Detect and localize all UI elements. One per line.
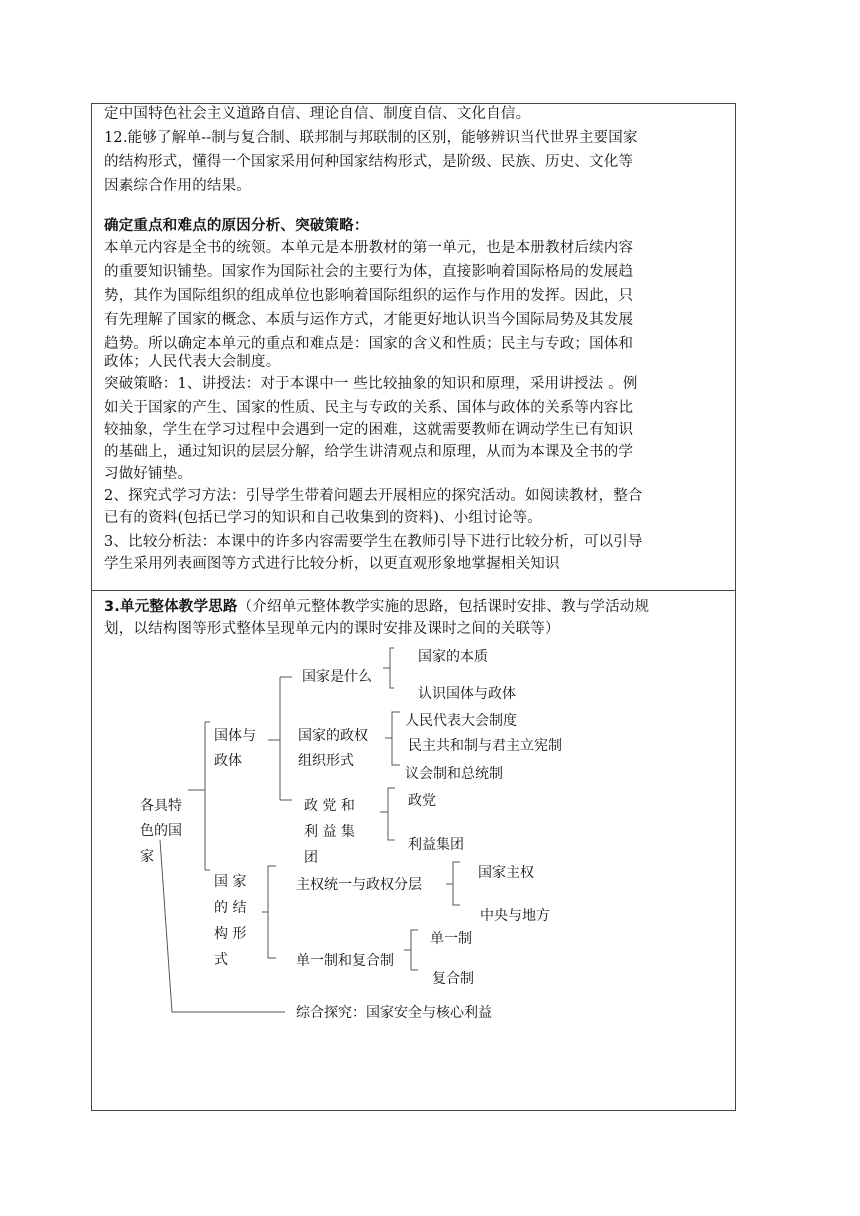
node-b3: 综合探究：国家安全与核心利益 [296, 1005, 492, 1021]
node-b2-line3: 构 形 [214, 926, 247, 942]
node-b2-line4: 式 [214, 952, 228, 968]
node-b2-2: 单一制和复合制 [296, 953, 394, 969]
node-b1-1: 国家是什么 [302, 669, 372, 685]
node-b2-line1: 国 家 [214, 874, 247, 890]
node-root-line3: 家 [140, 849, 154, 865]
section-desc-line: 划，以结构图等形式整体呈现单元内的课时安排及课时之间的关联等） [104, 621, 560, 637]
node-root-line2: 色的国 [140, 823, 182, 839]
analysis-line: 习做好铺垫。 [104, 466, 193, 482]
analysis-line: 3、比较分析法：本课中的许多内容需要学生在教师引导下进行比较分析，可以引导 [104, 534, 643, 550]
node-b1-3-line3: 团 [304, 850, 318, 866]
node-b1-line2: 政体 [214, 753, 242, 769]
node-b1-1-a: 国家的本质 [418, 649, 488, 665]
node-b1-2-line1: 国家的政权 [298, 728, 368, 744]
analysis-line: 有先理解了国家的概念、本质与运作方式，才能更好地认识当今国际局势及其发展 [104, 312, 634, 328]
objective-line: 定中国特色社会主义道路自信、理论自信、制度自信、文化自信。 [104, 106, 531, 122]
node-b1-1-b: 认识国体与政体 [418, 686, 516, 702]
node-b2-line2: 的 结 [214, 900, 247, 916]
analysis-line: 如关于国家的产生、国家的性质、民主与专政的关系、国体与政体的关系等内容比 [104, 400, 634, 416]
node-b1-2-c: 议会制和总统制 [405, 766, 503, 782]
section-title: 3.单元整体教学思路 [104, 599, 238, 615]
analysis-line: 势，其作为国际组织的组成单位也影响着国际组织的运作与作用的发挥。因此，只 [104, 288, 634, 304]
node-b1-2-line2: 组织形式 [298, 753, 354, 769]
node-b2-1-b: 中央与地方 [480, 908, 550, 924]
analysis-line: 本单元内容是全书的统领。本单元是本册教材的第一单元，也是本册教材后续内容 [104, 240, 634, 256]
node-root-line1: 各具特 [140, 798, 182, 814]
node-b1-3-a: 政党 [408, 793, 436, 809]
analysis-line: 较抽象，学生在学习过程中会遇到一定的困难，这就需要教师在调动学生已有知识 [104, 422, 634, 438]
node-b1-2-a: 人民代表大会制度 [405, 713, 517, 729]
section-desc: （介绍单元整体教学实施的思路，包括课时安排、教与学活动规 [237, 599, 650, 615]
analysis-heading: 确定重点和难点的原因分析、突破策略： [104, 217, 369, 234]
objective-line: 12.能够了解单--制与复合制、联邦制与邦联制的区别，能够辨识当代世界主要国家 [104, 130, 638, 146]
node-b2-2-b: 复合制 [432, 971, 474, 987]
node-b1-line1: 国体与 [214, 728, 256, 744]
analysis-line: 突破策略：1、讲授法：对于本课中一 些比较抽象的知识和原理，采用讲授法 。例 [104, 376, 638, 392]
node-b2-1: 主权统一与政权分层 [296, 877, 422, 893]
objective-line: 的结构形式，懂得一个国家采用何种国家结构形式，是阶级、民族、历史、文化等 [104, 154, 634, 170]
analysis-line: 的基础上，通过知识的层层分解，给学生讲清观点和原理，从而为本课及全书的学 [104, 444, 634, 460]
node-b1-3-b: 利益集团 [408, 837, 464, 853]
node-b1-2-b: 民主共和制与君主立宪制 [408, 738, 562, 754]
analysis-line: 的重要知识铺垫。国家作为国际社会的主要行为体，直接影响着国际格局的发展趋 [104, 264, 634, 280]
analysis-line: 趋势。所以确定本单元的重点和难点是：国家的含义和性质；民主与专政；国体和 [104, 336, 634, 352]
node-b1-3-line1: 政 党 和 [304, 798, 355, 814]
analysis-line: 已有的资料(包括已学习的知识和自己收集到的资料)、小组讨论等。 [104, 510, 543, 526]
analysis-line: 2、探究式学习方法：引导学生带着问题去开展相应的探究活动。如阅读教材，整合 [104, 488, 643, 504]
node-b2-1-a: 国家主权 [478, 865, 534, 881]
analysis-line: 学生采用列表画图等方式进行比较分析，以更直观形象地掌握相关知识 [104, 556, 560, 572]
objective-line: 因素综合作用的结果。 [104, 178, 251, 194]
node-b1-3-line2: 利 益 集 [304, 824, 355, 840]
node-b2-2-a: 单一制 [430, 931, 472, 947]
analysis-line: 政体；人民代表大会制度。 [104, 354, 281, 370]
